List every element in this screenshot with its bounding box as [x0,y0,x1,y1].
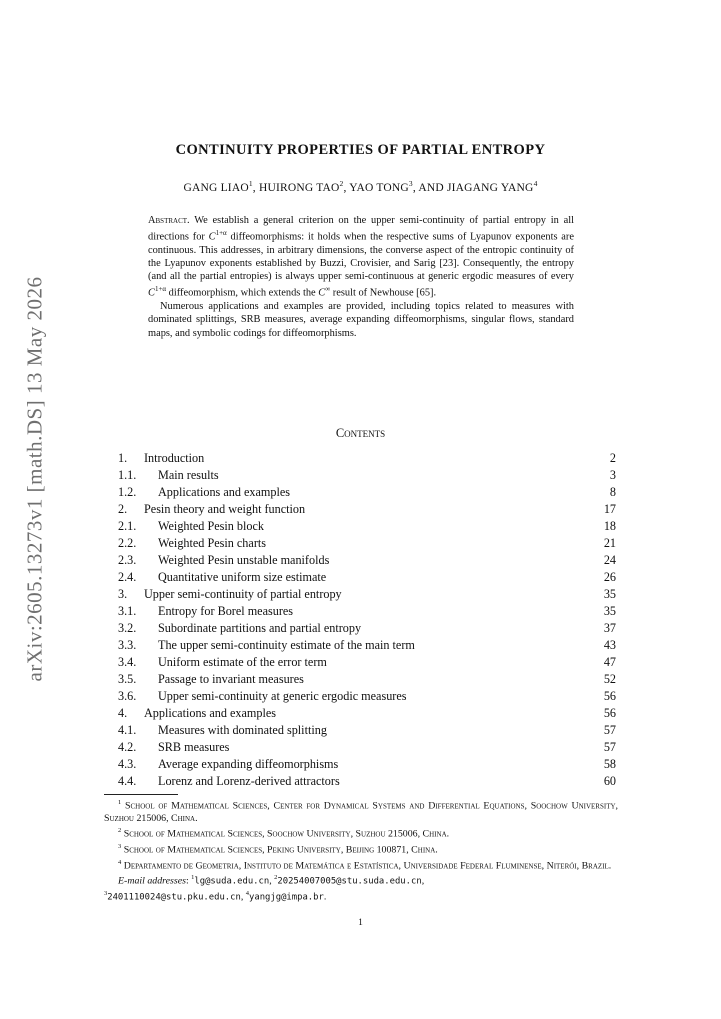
toc-entry-number: 1.1. [118,468,137,482]
toc-entry[interactable] [118,467,616,484]
email-addresses: E-mail addresses: $^1$lg@suda.edu.cn, $^2$20254007005@stu.suda.edu.cn, $^3$2401110024@stu.pku.edu.cn, $^4$yangjg@impa.br. [104,874,425,903]
toc-entry-number: 2.2. [118,536,137,550]
email-separator: . [323,891,327,903]
toc-entry-number: 3.1. [118,604,137,618]
author-name: GANG LIAO [183,181,249,194]
email-link[interactable]: 20254007005@stu.suda.edu.cn [277,876,422,887]
toc-entry-number: 4.2. [118,740,137,754]
math-exponent: 1+α [154,285,167,294]
toc-entry-number: 4.3. [118,757,137,771]
toc-entry-number: 3. [118,587,128,601]
toc-entry-number: 2.1. [118,519,137,533]
toc-entry-page: 26 [603,570,616,584]
toc-entry[interactable] [118,450,616,467]
author-affiliation-mark: 4 [533,179,538,188]
toc-entry-number: 3.6. [118,689,137,703]
arxiv-side-stamp [22,276,48,682]
footnote-text: School of Mathematical Sciences, Center for Dynamical Systems and Differential Equations, Soochow University, Suzhou 215006, China. [104,800,618,824]
toc-entry-page: 18 [603,519,616,533]
footnote-affiliation [104,825,618,841]
footnote-mark: 1 [118,799,122,806]
toc-entry-title: Applications and examples [158,485,290,499]
math-exponent: ∞ [325,285,331,294]
email-link[interactable]: yangjg@impa.br [249,892,324,903]
toc-entry[interactable] [118,705,616,722]
toc-entry-number: 4. [118,706,128,720]
toc-entry[interactable] [118,586,616,603]
email-link[interactable]: lg@suda.edu.cn [194,876,270,887]
abstract-text: We establish a general criterion on the upper semi-continuity of partial entropy in all directions for [148,215,574,243]
toc-entry-title: Subordinate partitions and partial entropy [158,621,362,635]
toc-entry-title: Entropy for Borel measures [158,604,294,618]
abstract-text: diffeomorphism, which extends the [166,287,319,299]
toc-entry[interactable] [118,484,616,501]
footnote-rule [104,794,178,795]
email-link[interactable]: 2401110024@stu.pku.edu.cn [107,892,241,903]
toc-entry-page: 24 [603,553,616,567]
toc-entry-number: 3.4. [118,655,137,669]
footnote-mark: 2 [118,827,122,835]
toc-entry[interactable] [118,535,616,552]
abstract-paragraph [148,214,574,300]
toc-entry-title: Uniform estimate of the error term [158,655,327,669]
toc-entry-title: Introduction [144,451,205,465]
toc-entry-number: 2.3. [118,553,137,567]
footnote-affiliation [104,841,618,857]
arxiv-identifier: arXiv:2605.13273v1 [math.DS] 13 May 2026 [22,276,47,682]
abstract-text: result of Newhouse [65]. [330,287,437,299]
math-symbol: C [208,231,216,243]
toc-entry-number: 2. [118,502,128,516]
author-name: JIAGANG YANG [446,181,534,194]
toc-entry[interactable] [118,756,616,773]
author-affiliation-mark: 2 [339,179,344,188]
paper-title: CONTINUITY PROPERTIES OF PARTIAL ENTROPY [175,142,546,158]
footnote-text: Departamento de Geometria, Instituto de Matemática e Estatística, Universidade Federal Fluminense, Niterói, Brazil. [121,859,612,871]
toc-entry-page: 57 [603,740,616,754]
email-separator: , [240,891,246,903]
toc-entry-page: 8 [609,485,616,499]
toc-entry-page: 43 [603,638,616,652]
toc-entry[interactable] [118,637,616,654]
toc-entry-title: Weighted Pesin unstable manifolds [158,553,330,567]
toc-entry-title: Weighted Pesin block [158,519,264,533]
math-exponent: 1+α [215,229,227,238]
toc-entry-number: 4.1. [118,723,137,737]
toc-entry-page: 35 [603,604,616,618]
abstract [148,214,574,340]
abstract-label: Abstract. [148,215,190,226]
email-separator: , [269,875,275,887]
footnote-affiliation [104,857,618,873]
footnote-affiliation [104,797,618,825]
toc-entry[interactable] [118,654,616,671]
toc-entry-number: 3.5. [118,672,137,686]
toc-entry-title: Lorenz and Lorenz-derived attractors [158,774,340,788]
toc-entry-title: Measures with dominated splitting [158,723,327,737]
math-symbol: C [148,287,155,299]
email-separator: , [421,875,425,887]
toc-entry[interactable] [118,773,616,790]
toc-entry-title: Upper semi-continuity at generic ergodic measures [158,689,407,703]
toc-entry-page: 47 [603,655,616,669]
author-name: HUIRONG TAO [258,181,340,194]
toc-entry-title: Weighted Pesin charts [158,536,267,550]
table-of-contents [118,450,616,790]
toc-entry-number: 3.3. [118,638,137,652]
toc-entry-page: 35 [603,587,616,601]
toc-entry-title: Pesin theory and weight function [144,502,306,516]
author-affiliation-mark: 1 [248,179,253,188]
footnote-text: School of Mathematical Sciences, Peking University, Beijing 100871, China. [121,844,438,856]
toc-entry[interactable] [118,722,616,739]
author-separator: , [252,181,259,194]
toc-entry-page: 58 [603,757,616,771]
abstract-paragraph: Numerous applications and examples are provided, including topics related to measures with dominated splittings, SRB measures, average expanding diffeomorphisms, singular flows, standard maps, and symbolic codings for diffeomorphisms. [148,301,574,339]
toc-entry[interactable] [118,620,616,637]
toc-entry-number: 1.2. [118,485,137,499]
footnote-text: School of Mathematical Sciences, Soochow University, Suzhou 215006, China. [121,828,450,840]
toc-entry-page: 56 [603,706,616,720]
toc-entry-page: 52 [603,672,616,686]
toc-entry-page: 3 [609,468,616,482]
toc-entry-page: 37 [603,621,616,635]
footnote-mark: 4 [118,858,122,866]
toc-entry-number: 3.2. [118,621,137,635]
toc-entry-page: 57 [603,723,616,737]
footnotes [104,797,618,904]
toc-entry-title: Passage to invariant measures [158,672,304,686]
toc-entry[interactable] [118,518,616,535]
toc-entry[interactable] [118,688,616,705]
toc-entry-title: Upper semi-continuity of partial entropy [144,587,342,601]
toc-entry-page: 17 [603,502,616,516]
email-label: E-mail addresses [118,875,186,887]
toc-entry[interactable] [118,739,616,756]
toc-entry[interactable] [118,603,616,620]
email-mark: 4 [245,889,250,897]
toc-entry-page: 60 [603,774,616,788]
toc-entry-page: 21 [603,536,616,550]
toc-entry-number: 1. [118,451,128,465]
toc-entry-title: Applications and examples [144,706,276,720]
toc-entry-title: SRB measures [158,740,230,754]
toc-entry-number: 2.4. [118,570,137,584]
email-mark: 3 [104,889,108,897]
author-separator: , AND [412,181,447,194]
author-separator: , [343,181,350,194]
toc-entry[interactable] [118,569,616,586]
author-affiliation-mark: 3 [408,179,413,188]
email-mark: 2 [274,874,278,882]
toc-entry-title: Quantitative uniform size estimate [158,570,327,584]
toc-entry-title: The upper semi-continuity estimate of the main term [158,638,415,652]
toc-entry-title: Main results [158,468,219,482]
toc-entry-page: 56 [603,689,616,703]
toc-entry[interactable] [118,671,616,688]
math-symbol: C [318,287,326,299]
toc-entry-number: 4.4. [118,774,137,788]
abstract-text: diffeomorphisms: it holds when the respective sums of Lyapunov exponents are continuous. This addresses, in arbitrary dimensions, the converse aspect of the entropic continuity of the Lyapunov exponents established by Buzzi, Crovisier, and Sarig [23]. Consequently, the entropy (and all the partial entropies) is always upper semi-continuous at generic ergodic measures of every [148,231,574,283]
author-line [0,179,721,194]
author-name: YAO TONG [349,181,409,194]
toc-entry-title: Average expanding diffeomorphisms [158,757,339,771]
toc-entry[interactable] [118,552,616,569]
email-mark: 1 [191,874,195,882]
toc-entry[interactable] [118,501,616,518]
page-number: 1 [358,918,363,928]
toc-entry-page: 2 [609,451,616,465]
contents-heading: Contents [335,426,386,440]
footnote-mark: 3 [118,842,122,850]
